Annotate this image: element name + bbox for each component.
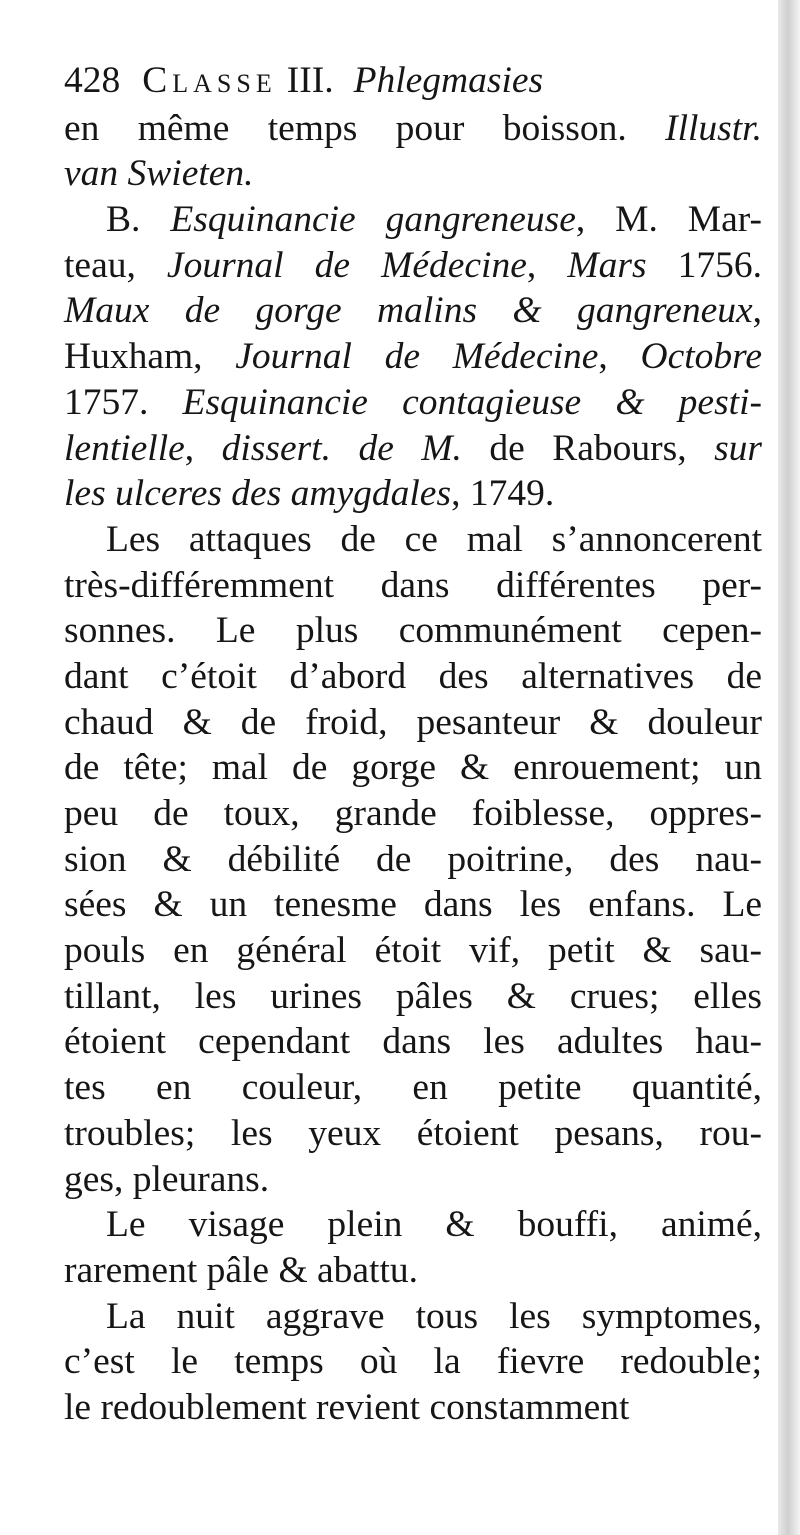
running-header [64, 58, 762, 104]
text-run: pouls en général étoit vif, petit & sau- [64, 930, 762, 972]
text-run: La nuit aggrave tous les symptomes, [106, 1295, 762, 1337]
text-run: c’est le temps où la fievre redouble; [64, 1341, 762, 1383]
text-line [64, 380, 762, 426]
text-line [64, 1248, 762, 1294]
text-run: Huxham, [64, 336, 236, 378]
page-number: 428 [64, 60, 121, 101]
text-line [64, 1111, 762, 1157]
text-run: 1757. [64, 381, 183, 423]
body-text [64, 106, 762, 1431]
text-run: B. [106, 199, 171, 241]
text-run: tillant, les urines pâles & crues; elles [64, 975, 762, 1017]
text-run: , [526, 244, 568, 286]
text-line [64, 928, 762, 974]
text-run: , [598, 336, 641, 378]
italic-text-run: Illustr. [665, 107, 762, 149]
text-run: troubles; les yeux étoient pesans, rou- [64, 1112, 762, 1154]
italic-text-run: Maux de gorge malins & gangreneux [64, 290, 753, 332]
text-line [64, 1019, 762, 1065]
text-line [64, 608, 762, 654]
text-line [64, 837, 762, 883]
text-run: tes en couleur, en petite quantité, [64, 1067, 762, 1109]
text-run: Les attaques de ce mal s’annoncerent [106, 518, 762, 560]
text-run: le redoublement revient constamment [64, 1386, 630, 1428]
running-head-title: Phlegmasies [353, 60, 544, 101]
text-line [64, 288, 762, 334]
text-run: de tête; mal de gorge & enrouement; un [64, 747, 762, 789]
book-page [64, 58, 762, 1431]
text-line [64, 654, 762, 700]
text-run: de Rabours, [461, 427, 715, 469]
text-run: teau, [64, 244, 167, 286]
text-run: ges, pleurans. [64, 1158, 270, 1200]
class-number: III. [286, 60, 334, 101]
text-run: 1756. [646, 244, 763, 286]
italic-text-run: les ulceres des amygdales [64, 473, 452, 515]
italic-text-run: lentielle [64, 427, 185, 469]
text-line [64, 700, 762, 746]
text-line [64, 1202, 762, 1248]
text-line [64, 517, 762, 563]
italic-text-run: Mars [567, 244, 647, 286]
page-edge-shadow [778, 0, 800, 1535]
text-run: chaud & de froid, pesanteur & douleur [64, 701, 762, 743]
text-line [64, 791, 762, 837]
text-line [64, 471, 762, 517]
text-line [64, 334, 762, 380]
text-line [64, 974, 762, 1020]
italic-text-run: Journal de Médecine [166, 244, 527, 286]
text-run: , [184, 427, 222, 469]
text-line [64, 745, 762, 791]
text-run: Le visage plein & bouffi, animé, [106, 1204, 762, 1246]
text-run: très-différemment dans différentes per- [64, 564, 762, 606]
text-run: sion & débilité de poitrine, des nau- [64, 838, 762, 880]
text-run: , M. Mar- [575, 199, 762, 241]
italic-text-run: Octobre [640, 336, 762, 378]
text-run: , [752, 290, 762, 332]
text-line [64, 1385, 762, 1431]
text-line [64, 1157, 762, 1203]
text-run: étoient cependant dans les adultes hau- [64, 1021, 762, 1063]
text-run: rarement pâle & abattu. [64, 1249, 418, 1291]
italic-text-run: van Swieten. [64, 153, 254, 195]
text-run: sées & un tenesme dans les enfans. Le [64, 884, 762, 926]
text-run: peu de toux, grande foiblesse, oppres- [64, 793, 762, 835]
text-line [64, 197, 762, 243]
italic-text-run: Esquinancie gangreneuse [170, 199, 576, 241]
text-line [64, 243, 762, 289]
text-run: en même temps pour boisson. [64, 107, 666, 149]
italic-text-run: dissert. de M. [221, 427, 462, 469]
italic-text-run: Esquinancie contagieuse & pesti- [182, 381, 762, 423]
text-line [64, 426, 762, 472]
text-line [64, 1065, 762, 1111]
text-line [64, 563, 762, 609]
text-line [64, 1339, 762, 1385]
class-label: Classe [142, 60, 277, 101]
text-line [64, 882, 762, 928]
text-run: , 1749. [451, 473, 555, 515]
text-run: dant c’étoit d’abord des alternatives de [64, 655, 762, 697]
text-line [64, 106, 762, 152]
text-line [64, 151, 762, 197]
text-line [64, 1294, 762, 1340]
text-run: sonnes. Le plus communément cepen- [64, 610, 762, 652]
italic-text-run: Journal de Médecine [235, 336, 599, 378]
italic-text-run: sur [714, 427, 762, 469]
